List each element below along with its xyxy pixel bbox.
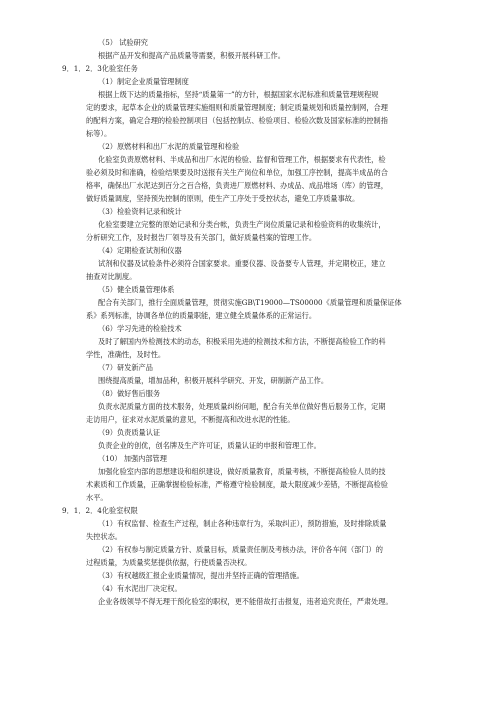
text-line: （1）制定企业质量管理制度 (98, 77, 189, 86)
text-line: （3）有权越级汇报企业质量情况，提出并坚持正确的管理措施。 (98, 571, 304, 580)
document-body (0, 36, 496, 608)
text-line: 过程质量，为质量奖惩提供依据，行使质量否决权。 (86, 558, 252, 567)
text-line: 定的要求，起草本企业的质量管理实施细则和质量管理制度；制定质量规划和质量控制网，合理 (86, 103, 388, 112)
text-line: 负责企业的创优，创名牌及生产许可证，质量认证的申报和管理工作。 (98, 441, 321, 450)
text-line: （5） 试验研究 (98, 38, 148, 47)
text-line: 验必须及时和准确，检验结果要及时送报有关生产岗位和单位，加强工序控制，提高半成品的合 (86, 168, 388, 177)
text-line: 学性，准确性，及时性。 (86, 350, 166, 359)
text-line: 走访用户，征求对水泥质量的意见，不断提高和改进水泥的性能。 (86, 415, 295, 424)
text-line: 失控状态。 (86, 532, 122, 541)
text-line: 围绕提高质量，增加品种，积极开展科学研究、开发，研制新产品工作。 (98, 376, 329, 385)
text-line: 9．1．2．3化验室任务 (62, 64, 138, 73)
text-line: 做好质量调度，坚持预先控制的原则，使生产工序处于受控状态，避免工序质量事故。 (86, 194, 360, 203)
text-line: 加强化验室内部的思想建设和组织建设，做好质量教育，质量考核，不断提高检验人员的技 (98, 467, 386, 476)
text-line: 根据上级下达的质量指标，坚持“质量第一”的方针，根据国家水泥标准和质量管理规程规 (98, 90, 379, 99)
text-line: 标等）。 (86, 129, 112, 138)
text-line: （6）学习先进的检验技术 (98, 324, 182, 333)
text-line: 水平。 (86, 493, 108, 502)
text-line: 企业各级领导不得无理干预化验室的职权，更不能借故打击报复，违者追究责任，严肃处理。 (98, 597, 393, 606)
text-line: （9）负责质量认证 (98, 428, 161, 437)
text-line: 化验室要建立完整的原始记录和分类台帐，负责生产岗位质量记录和检验资料的收集统计， (98, 220, 386, 229)
text-line: （10） 加强内部管理 (98, 454, 167, 463)
text-line: （5）健全质量管理体系 (98, 285, 175, 294)
text-line: 试剂和仪器及试验条件必须符合国家要求。重要仪器、设备要专人管理，并定期校正，建立 (98, 259, 386, 268)
text-line: 术素质和工作质量，正确掌握检验标准，严格遵守检验制度，最大限度减少差错，不断提高检验 (86, 480, 388, 489)
text-line: （4）定期检查试剂和仪器 (98, 246, 182, 255)
text-line: 系》系列标准，协调各单位的质量职能，建立健全质量体系的正常运行。 (86, 311, 317, 320)
text-line: （1）有权监督、检查生产过程，制止各种违章行为，采取纠正），预防措施，及时排除质量 (98, 519, 387, 528)
text-line: （7）研发新产品 (98, 363, 153, 372)
text-line: 化验室负责原燃材料、半成品和出厂水泥的检验、监督和管理工作，根据要求有代表性，检 (98, 155, 386, 164)
text-line: 的配料方案，确定合理的检验控制项目（包括控制点、检验项目、检验次数及国家标准的控制指 (86, 116, 388, 125)
text-line: 及时了解国内外检测技术的动态，积极采用先进的检测技术和方法，不断提高检验工作的科 (98, 337, 386, 346)
text-line: （2）有权参与制定质量方针、质量目标，质量责任制及考核办法，评价各车间（部门）的 (98, 545, 383, 554)
text-line: （2）原燃材料和出厂水泥的质量管理和检验 (98, 142, 240, 151)
text-line: 分析研究工作，及时报告厂领导及有关部门，做好质量档案的管理工作。 (86, 233, 317, 242)
text-line: （4）有水泥出厂决定权。 (98, 584, 182, 593)
text-line: 负责水泥质量方面的技术服务，处理质量纠纷问题，配合有关单位做好售后服务工作，定期 (98, 402, 386, 411)
text-line: 9．1．2．4化验室权限 (62, 506, 138, 515)
text-line: 配合有关部门，推行全面质量管理，贯彻实施GB\T19000—TS00000《质量管理和质量保证体 (98, 298, 402, 307)
text-line: （3）检验资料记录和统计 (98, 207, 182, 216)
text-line: （8）做好售后服务 (98, 389, 161, 398)
text-line: 根据产品开发和提高产品质量等需要，积极开展科研工作。 (98, 51, 285, 60)
text-line: 抽查对比制度。 (86, 272, 137, 281)
text-line: 格率，确保出厂水泥达到百分之百合格，负责进厂原燃材料、办成品、成品堆场（库）的管理， (86, 181, 388, 190)
